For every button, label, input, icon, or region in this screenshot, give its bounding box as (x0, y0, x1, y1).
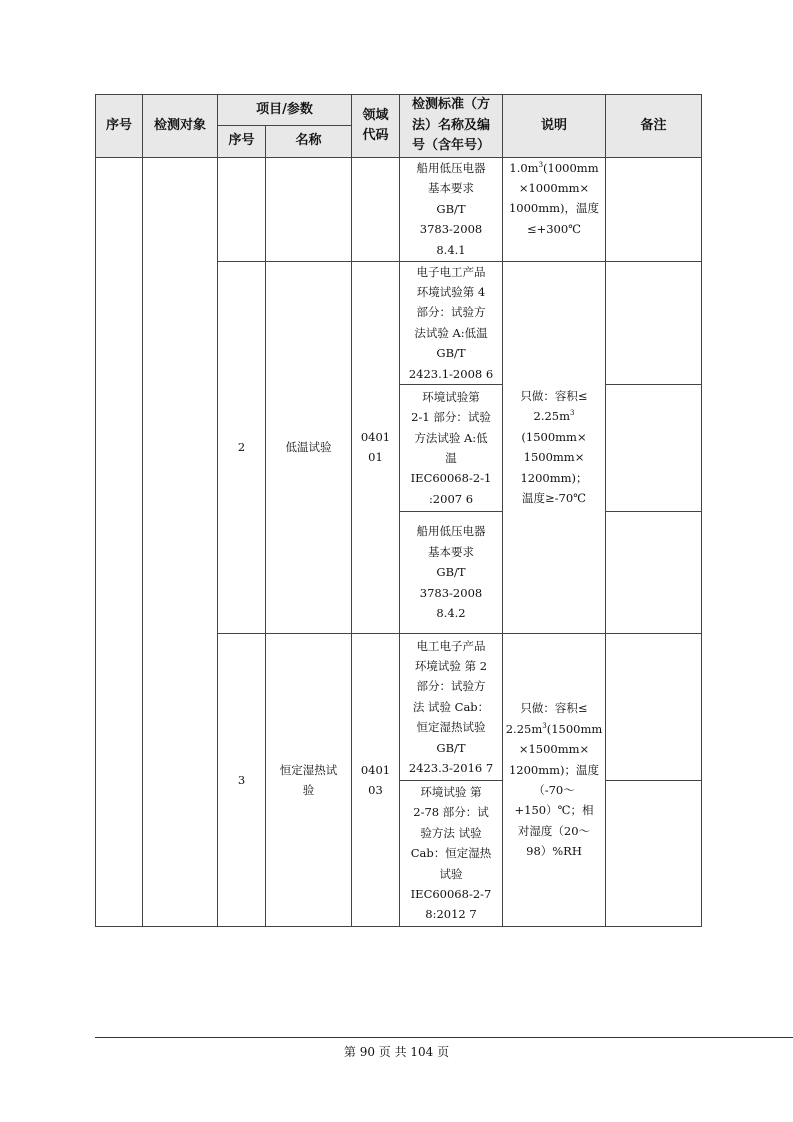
header-item-name: 名称 (266, 126, 352, 157)
row1-item-name (266, 157, 352, 261)
row3-standard-2: 环境试验 第 2-78 部分：试 验方法 试验 Cab：恒定湿热 试验 IEC60068-2-7 8:2012 7 (400, 780, 503, 926)
row3-standard-1: 电工电子产品 环境试验 第 2 部分：试验方 法 试验 Cab： 恒定湿热试验 GB/T 2423.3-2016 7 (400, 633, 503, 780)
row3-description: 只做：容积≤ $2.25m^3(1500mm$ ×1500mm× 1200mm)；温度 （-70～ +150）℃；相 对湿度（20～ 98）%RH (503, 633, 606, 926)
header-seq: 序号 (96, 95, 143, 158)
volume-text: $2.25m^3(1500mm$ (505, 721, 603, 736)
row2-remark-1 (606, 261, 702, 384)
header-object: 检测对象 (143, 95, 218, 158)
row2-standard-3: 船用低压电器 基本要求 GB/T 3783-2008 8.4.2 (400, 511, 503, 633)
row2-code: 0401 01 (352, 261, 400, 633)
row2-remark-3 (606, 511, 702, 633)
row1-item-seq (218, 157, 266, 261)
row1-remark (606, 157, 702, 261)
volume-text: $2.25m^3$ (533, 409, 575, 424)
row1-standard-1: 船用低压电器 基本要求 GB/T 3783-2008 8.4.1 (400, 157, 503, 261)
page-footer: 第 90 页 共 104 页 (343, 1045, 450, 1059)
row3-remark-2 (606, 780, 702, 926)
row3-remark-1 (606, 633, 702, 780)
header-item-seq: 序号 (218, 126, 266, 157)
row2-standard-2: 环境试验第 2-1 部分：试验 方法试验 A:低 温 IEC60068-2-1 :2007 6 (400, 384, 503, 511)
row2-standard-1: 电子电工产品 环境试验第 4 部分：试验方 法试验 A:低温 GB/T 2423.1-2008 6 (400, 261, 503, 384)
row1-description: $1.0m^3(1000mm$ ×1000mm× 1000mm)，温度 ≤+300℃ (503, 157, 606, 261)
footer-divider (95, 1037, 793, 1038)
row3-item-name: 恒定湿热试 验 (266, 633, 352, 926)
header-remark: 备注 (606, 95, 702, 158)
header-description: 说明 (503, 95, 606, 158)
row3-item-seq: 3 (218, 633, 266, 926)
row2-item-seq: 2 (218, 261, 266, 633)
cell-seq (96, 157, 143, 926)
row2-description: 只做：容积≤ $2.25m^3$ (1500mm× 1500mm× 1200mm)； 温度≥-70℃ (503, 261, 606, 633)
row2-item-name: 低温试验 (266, 261, 352, 633)
header-item-param: 项目/参数 (218, 95, 352, 126)
header-domain-code: 领域 代码 (352, 95, 400, 158)
row1-code (352, 157, 400, 261)
volume-text: $1.0m^3(1000mm$ (509, 160, 599, 175)
cell-object (143, 157, 218, 926)
row3-code: 0401 03 (352, 633, 400, 926)
row2-remark-2 (606, 384, 702, 511)
test-scope-table (95, 94, 702, 927)
header-standard: 检测标准（方 法）名称及编 号（含年号） (400, 95, 503, 158)
